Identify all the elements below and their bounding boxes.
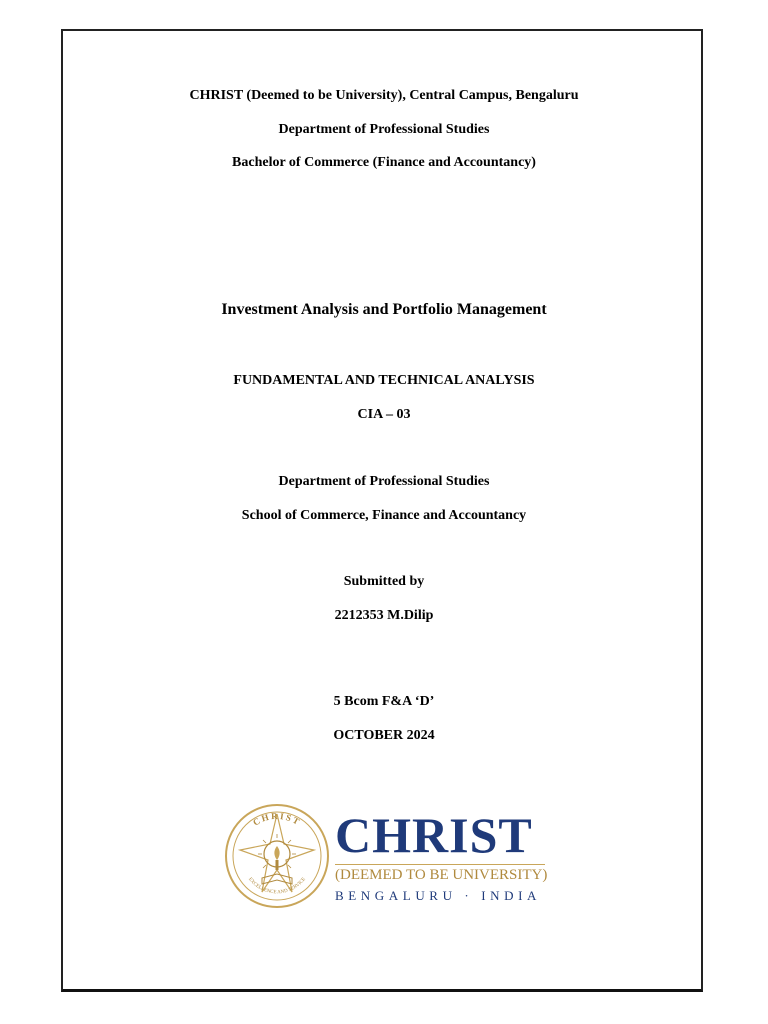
wordmark-subtitle: (DEEMED TO BE UNIVERSITY) bbox=[335, 867, 548, 883]
school-department: Department of Professional Studies bbox=[278, 474, 490, 489]
course-title: Investment Analysis and Portfolio Management bbox=[221, 301, 547, 318]
assessment-label: CIA – 03 bbox=[357, 407, 411, 422]
wordmark-divider bbox=[335, 864, 545, 865]
institution-heading: CHRIST (Deemed to be University), Central Campus, Bengaluru bbox=[189, 88, 579, 103]
department-heading: Department of Professional Studies bbox=[278, 122, 490, 137]
topic-heading: FUNDAMENTAL AND TECHNICAL ANALYSIS bbox=[233, 373, 535, 388]
submitted-by-label: Submitted by bbox=[343, 574, 425, 589]
university-wordmark bbox=[335, 808, 549, 905]
seal-bottom-text: EXCELLENCE AND SERVICE bbox=[247, 876, 307, 896]
seal-top-text: CHRIST bbox=[251, 810, 303, 828]
university-seal-icon bbox=[222, 800, 332, 912]
submission-date: OCTOBER 2024 bbox=[333, 728, 435, 743]
wordmark-location: BENGALURU · INDIA bbox=[335, 888, 542, 903]
student-name: 2212353 M.Dilip bbox=[334, 608, 434, 623]
school-name: School of Commerce, Finance and Accountancy bbox=[241, 508, 527, 523]
programme-heading: Bachelor of Commerce (Finance and Accountancy) bbox=[232, 155, 536, 170]
wordmark-christ: CHRIST bbox=[335, 807, 533, 863]
class-section: 5 Bcom F&A ‘D’ bbox=[333, 694, 435, 709]
svg-text:CHRIST bbox=[251, 811, 303, 828]
